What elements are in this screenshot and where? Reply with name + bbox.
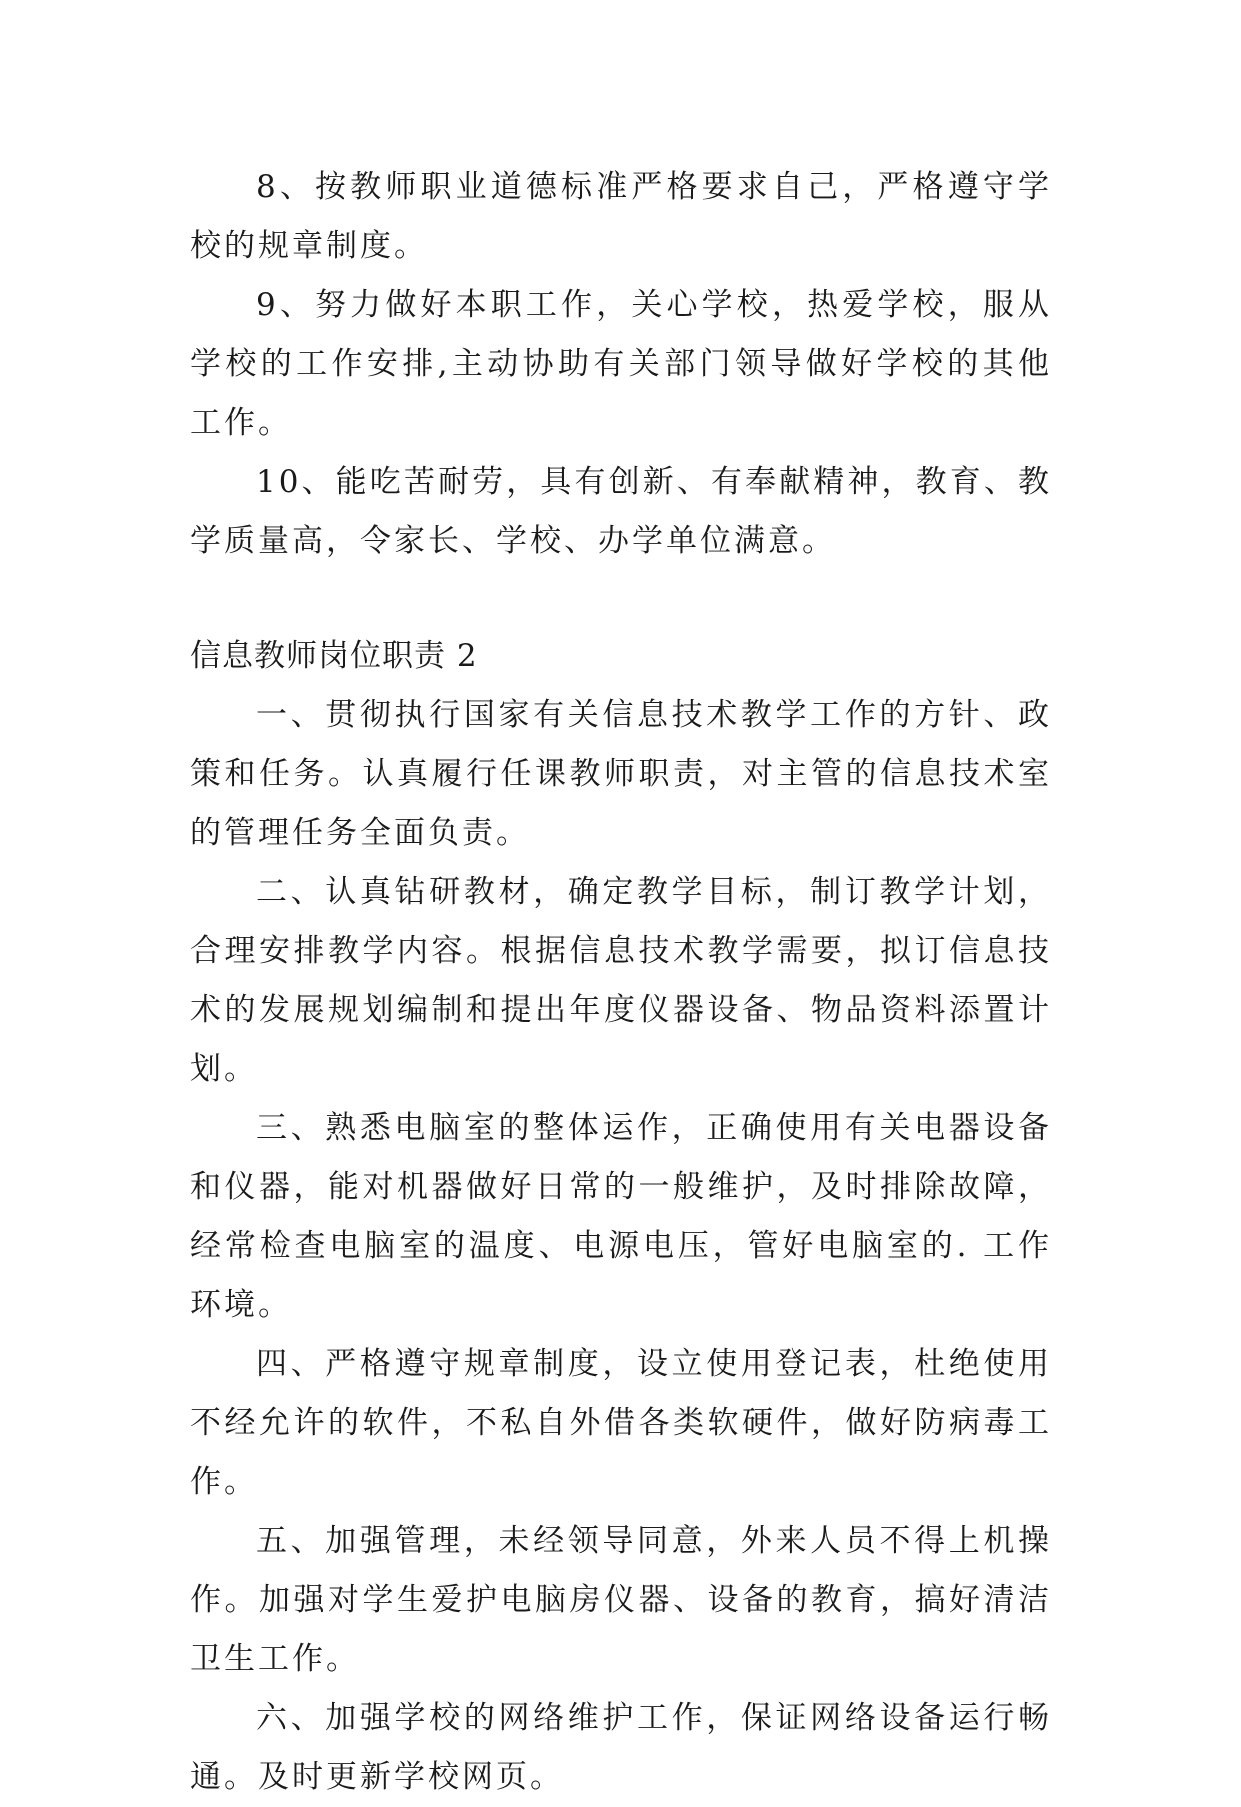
paragraph-duty-5: 五、加强管理，未经领导同意，外来人员不得上机操作。加强对学生爱护电脑房仪器、设备的教育，搞好清洁卫生工作。	[190, 1523, 1052, 1677]
paragraph-item-10: 10、能吃苦耐劳，具有创新、有奉献精神，教育、教学质量高，令家长、学校、办学单位满意。	[190, 464, 1052, 559]
paragraph-item-9: 9、努力做好本职工作，关心学校，热爱学校，服从学校的工作安排,主动协助有关部门领导做好学校的其他工作。	[190, 287, 1052, 441]
paragraph-duty-3: 三、熟悉电脑室的整体运作，正确使用有关电器设备和仪器，能对机器做好日常的一般维护，及时排除故障，经常检查电脑室的温度、电源电压，管好电脑室的. 工作环境。	[190, 1110, 1052, 1323]
paragraph-duty-2: 二、认真钻研教材，确定教学目标，制订教学计划，合理安排教学内容。根据信息技术教学需要，拟订信息技术的发展规划编制和提出年度仪器设备、物品资料添置计划。	[190, 874, 1052, 1087]
paragraph-duty-4: 四、严格遵守规章制度，设立使用登记表，杜绝使用不经允许的软件，不私自外借各类软硬件，做好防病毒工作。	[190, 1346, 1052, 1500]
section-title: 信息教师岗位职责 2	[190, 638, 478, 674]
paragraph-duty-1: 一、贯彻执行国家有关信息技术教学工作的方针、政策和任务。认真履行任课教师职责，对主管的信息技术室的管理任务全面负责。	[190, 697, 1052, 851]
paragraph-item-8: 8、按教师职业道德标准严格要求自己，严格遵守学校的规章制度。	[190, 169, 1052, 264]
document-body	[190, 158, 1052, 1807]
paragraph-duty-6: 六、加强学校的网络维护工作，保证网络设备运行畅通。及时更新学校网页。	[190, 1700, 1052, 1795]
